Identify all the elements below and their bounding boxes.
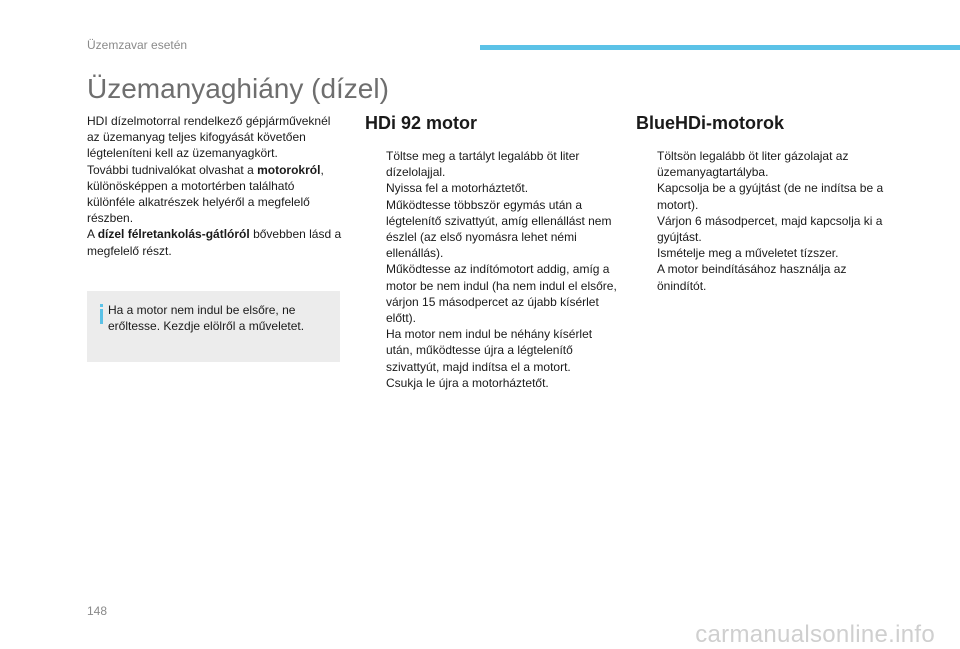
intro-paragraph-3: A dízel félretankolás-gátlóról bővebben lásd a megfelelő részt. — [87, 227, 342, 258]
step-text: Ha motor nem indul be néhány kísérlet után, működtesse újra a légtelenítő szivattyút, majd indítsa el a motort. — [386, 327, 593, 374]
step-item — [365, 326, 620, 375]
step-item — [636, 261, 896, 293]
step-text: Nyissa fel a motorháztetőt. — [386, 181, 529, 196]
page-number: 148 — [87, 604, 108, 618]
step-item — [636, 148, 896, 180]
step-text: Töltsön legalább öt liter gázolajat az üzemanyagtartályba. — [657, 149, 849, 180]
note-text: Ha a motor nem indul be elsőre, ne erőltesse. Kezdje elölről a műveletet. — [108, 303, 305, 333]
intro-paragraph-2: További tudnivalókat olvashat a motorokról, különösképpen a motortérben található különféle alkatrészek helyéről a megfelelő részben. — [87, 162, 324, 226]
step-text: Működtesse az indítómotort addig, amíg a motor be nem indul (ha nem indul el elsőre, várjon 15 másodpercet az újabb kísérlet előtt). — [386, 262, 617, 326]
misfuel-prevention-reference: dízel félretankolás-gátlóról — [97, 227, 250, 242]
step-text: Várjon 6 másodpercet, majd kapcsolja ki a gyújtást. — [657, 213, 883, 245]
step-item — [365, 261, 620, 326]
step-text: Működtesse többször egymás után a légtelenítő szivattyút, amíg ellenállást nem észlel (az első nyomásra lehet némi ellenállás). — [386, 197, 612, 261]
step-text: Ismételje meg a műveletet tízszer. — [657, 246, 839, 261]
bluehdi-steps-list — [636, 148, 896, 294]
bluehdi-section — [636, 113, 896, 294]
bluehdi-heading: BlueHDi-motorok — [636, 113, 784, 133]
step-item — [636, 180, 896, 212]
step-item — [365, 197, 620, 262]
intro-paragraph-1: HDI dízelmotorral rendelkező gépjárműveknél az üzemanyag teljes kifogyását követően légteleníteni kell az üzemanyagkört. — [87, 114, 331, 161]
step-item — [636, 245, 896, 261]
hdi-steps-list — [365, 148, 620, 391]
step-item — [636, 213, 896, 245]
page-title: Üzemanyaghiány (dízel) — [87, 73, 389, 104]
watermark: carmanualsonline.info — [695, 621, 935, 648]
step-text: Töltse meg a tartályt legalább öt liter dízelolajjal. — [386, 149, 580, 180]
engines-reference: motorokról — [257, 162, 321, 177]
step-item — [365, 148, 620, 180]
note-box — [87, 291, 340, 362]
step-item — [365, 180, 620, 196]
hdi-section — [365, 113, 620, 391]
intro-text — [87, 113, 342, 259]
step-text: Kapcsolja be a gyújtást (de ne indítsa be a motort). — [657, 181, 884, 212]
section-header: Üzemzavar esetén — [87, 38, 188, 52]
step-text: A motor beindításához használja az önindítót. — [657, 262, 847, 293]
hdi-heading: HDi 92 motor — [365, 113, 478, 133]
step-item — [365, 375, 620, 391]
step-text: Csukja le újra a motorháztetőt. — [386, 375, 549, 390]
header-accent-bar — [480, 45, 960, 50]
